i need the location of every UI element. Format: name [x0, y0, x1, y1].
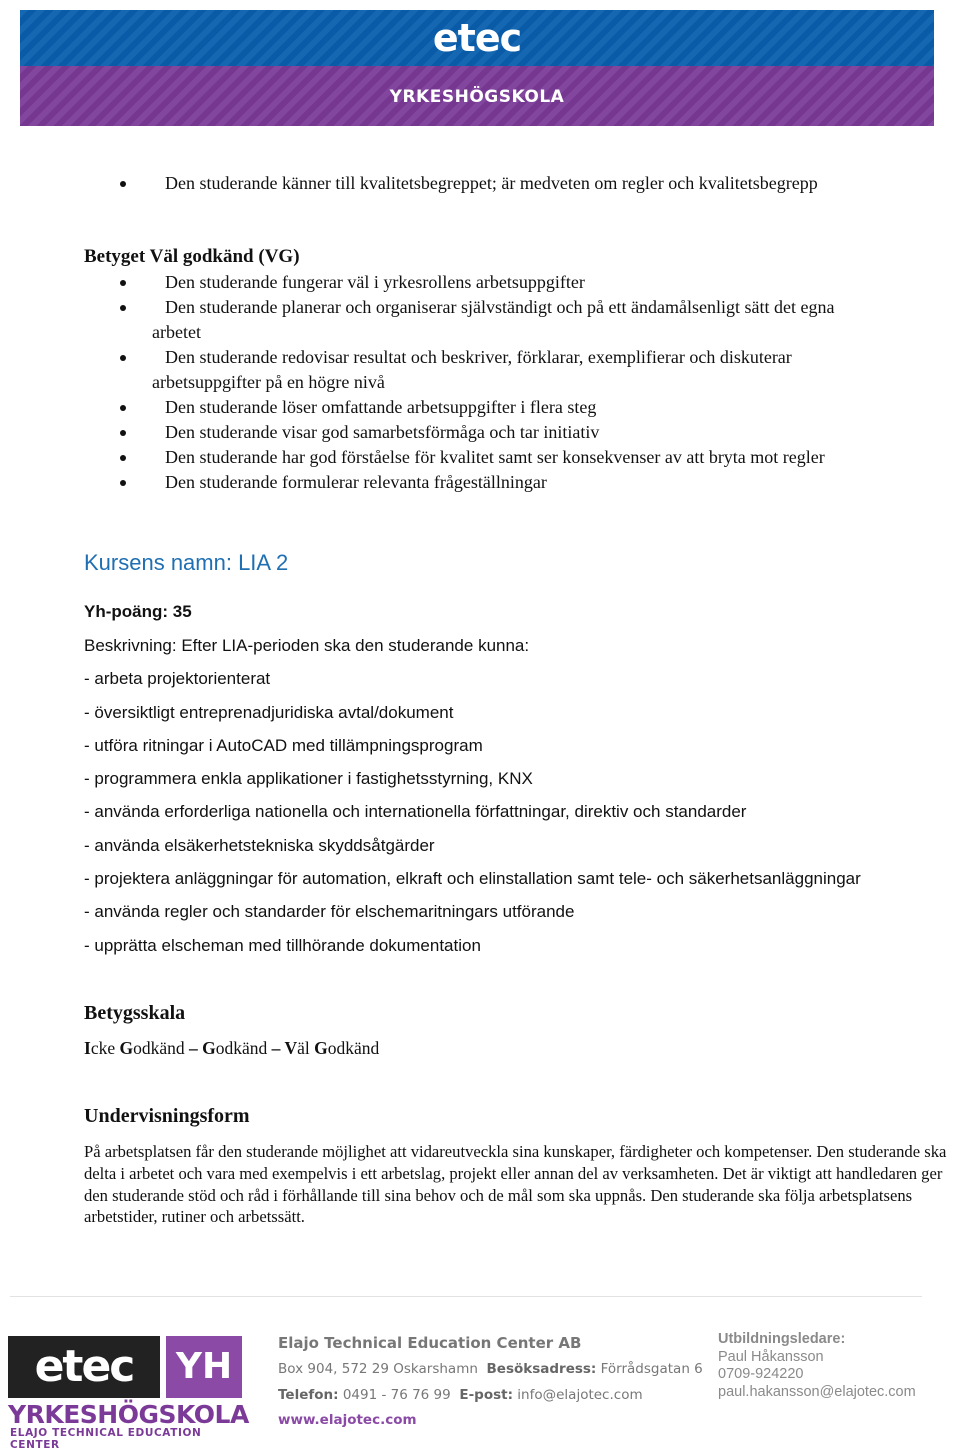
bullet-text: Den studerande formulerar relevanta frågeställningar: [165, 472, 547, 492]
company-name: Elajo Technical Education Center AB: [278, 1334, 582, 1352]
footer-etec-logo: etec: [8, 1336, 160, 1398]
bullet-text: Den studerande känner till kvalitetsbegreppet; är medveten om regler och kvalitetsbegrepp: [165, 173, 818, 193]
grade-text: cke: [90, 1038, 120, 1058]
vg-bullet-list: [84, 270, 834, 495]
grading-heading: Betygsskala: [84, 1002, 186, 1024]
footer-contact: [718, 1331, 916, 1401]
bullet-text-continued: arbetsuppgifter på en högre nivå: [152, 372, 385, 392]
company-contact-line: [278, 1386, 703, 1412]
footer-yh-badge: YH: [166, 1336, 242, 1398]
bullet-text: Den studerande fungerar väl i yrkesrollens arbetsuppgifter: [165, 272, 585, 292]
list-item: [84, 445, 834, 470]
description-line: Beskrivning: Efter LIA-perioden ska den studerande kunna:: [84, 636, 530, 655]
bullet-text: Den studerande planerar och organiserar självständigt och på ett ändamålsenligt sätt det egna: [165, 297, 835, 317]
bullet-icon: [120, 305, 126, 311]
visit-label: Besöksadress:: [486, 1361, 597, 1377]
teaching-paragraph: På arbetsplatsen får den studerande möjlighet att vidareutveckla sina kunskaper, färdigheter och kompetenser. Den studerande ska delta i arbetet och vara med exempelvis i ett arbetslag, projekt eller annan del av verksamheten. Det är viktigt att handledaren ger den studerande stöd och råd i förhållande till sina behov och de mål som ska uppnås. Den studerande ska följa arbetsplatsens arbetstider, rutiner och arbetssätt.: [84, 1142, 947, 1227]
list-item: [84, 171, 818, 196]
description-line: - upprätta elscheman med tillhörande dokumentation: [84, 935, 481, 955]
footer-center-name: ELAJO TECHNICAL EDUCATION CENTER: [10, 1427, 202, 1451]
description-line: - arbeta projektorienterat: [84, 669, 271, 689]
list-item: [84, 295, 834, 345]
website-link[interactable]: www.elajotec.com: [278, 1412, 417, 1428]
description-line: - översiktligt entreprenadjuridiska avtal/dokument: [84, 702, 454, 722]
bullet-icon: [120, 355, 126, 361]
description-line: - utföra ritningar i AutoCAD med tillämpningsprogram: [84, 735, 483, 755]
email-label: E-post:: [459, 1387, 513, 1403]
grade-text: odkänd: [327, 1038, 380, 1058]
list-item: [84, 270, 834, 295]
grade-initial: G: [119, 1038, 134, 1058]
intro-bullet-list: [84, 171, 818, 196]
grading-scale: [84, 1038, 379, 1059]
bullet-icon: [120, 480, 126, 486]
bullet-text-continued: arbetet: [152, 322, 201, 342]
description-line: - använda erforderliga nationella och internationella författningar, direktiv och standarder: [84, 802, 747, 822]
bullet-icon: [120, 455, 126, 461]
grade-separator: –: [267, 1038, 285, 1058]
email-address[interactable]: info@elajotec.com: [517, 1387, 643, 1403]
header-banner: [20, 10, 934, 126]
footer-school-name: YRKESHÖGSKOLA: [8, 1400, 249, 1429]
bullet-text: Den studerande redovisar resultat och beskriver, förklarar, exemplifierar och diskuterar: [165, 347, 792, 367]
postal-address: Box 904, 572 29 Oskarshamn: [278, 1361, 478, 1377]
contact-title: Utbildningsledare:: [718, 1331, 846, 1347]
teaching-heading: Undervisningsform: [84, 1105, 250, 1127]
grade-text: odkänd: [133, 1038, 185, 1058]
banner-school-name: YRKESHÖGSKOLA: [389, 87, 565, 107]
bullet-icon: [120, 405, 126, 411]
grade-initial: G: [202, 1038, 216, 1058]
contact-email[interactable]: paul.hakansson@elajotec.com: [718, 1383, 916, 1400]
grade-initial: V: [284, 1038, 298, 1058]
grade-text: odkänd: [215, 1038, 268, 1058]
grade-text: äl: [297, 1038, 315, 1058]
bullet-icon: [120, 430, 126, 436]
list-item: [84, 470, 834, 495]
course-description: [84, 635, 861, 968]
description-line: - programmera enkla applikationer i fastighetsstyrning, KNX: [84, 769, 533, 789]
bullet-text: Den studerande löser omfattande arbetsuppgifter i flera steg: [165, 397, 597, 417]
grade-initial: G: [314, 1038, 328, 1058]
vg-heading: Betyget Väl godkänd (VG): [84, 246, 300, 267]
phone-label: Telefon:: [278, 1387, 339, 1403]
company-address-line: [278, 1360, 703, 1386]
bullet-icon: [120, 181, 126, 187]
description-line: - projektera anläggningar för automation, elkraft och elinstallation samt tele- och säkerhetsanläggningar: [84, 869, 861, 889]
description-line: - använda elsäkerhetstekniska skyddsåtgärder: [84, 835, 435, 855]
course-points: Yh-poäng: 35: [84, 602, 192, 621]
grade-separator: –: [184, 1038, 203, 1058]
bullet-text: Den studerande har god förståelse för kvalitet samt ser konsekvenser av att bryta mot regler: [165, 447, 825, 467]
etec-logo: etec: [432, 16, 522, 60]
list-item: [84, 345, 834, 395]
phone-number: 0491 - 76 76 99: [342, 1387, 451, 1403]
list-item: [84, 420, 834, 445]
bullet-icon: [120, 280, 126, 286]
contact-phone: 0709-924220: [718, 1366, 804, 1382]
grade-initial: I: [84, 1038, 91, 1058]
bullet-text: Den studerande visar god samarbetsförmåga och tar initiativ: [165, 422, 600, 442]
footer-divider: [10, 1296, 922, 1297]
list-item: [84, 395, 834, 420]
footer-logo: [8, 1336, 249, 1451]
course-title: Kursens namn: LIA 2: [84, 550, 289, 575]
contact-name: Paul Håkansson: [718, 1348, 824, 1365]
description-line: - använda regler och standarder för elschemaritningars utförande: [84, 902, 575, 922]
visit-address: Förrådsgatan 6: [600, 1361, 703, 1377]
footer-company-info: [278, 1334, 703, 1428]
